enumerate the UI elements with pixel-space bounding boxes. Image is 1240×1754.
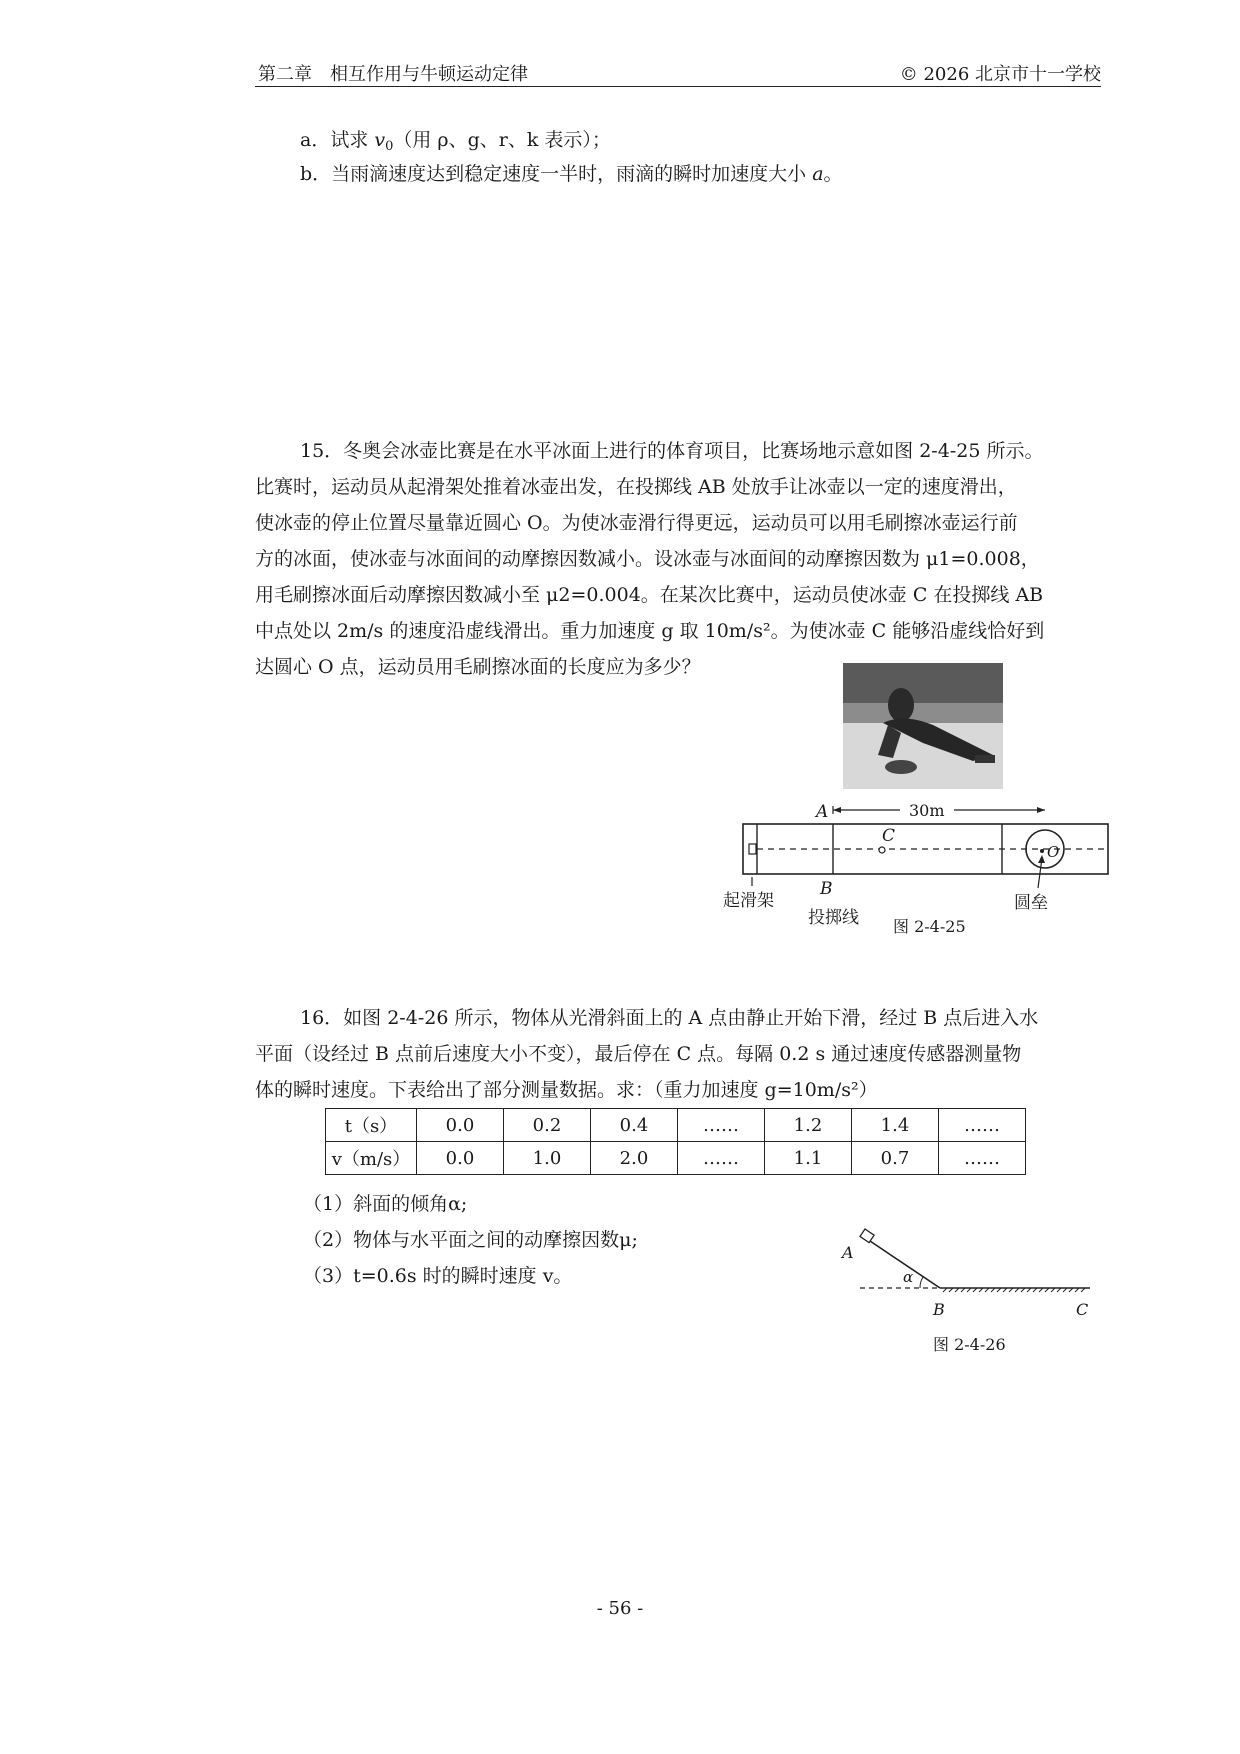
fig26-label-a: A <box>842 1243 854 1262</box>
fig25-start-label: 起滑架 <box>723 891 774 911</box>
measurement-table <box>325 1108 1026 1175</box>
curling-photo <box>843 663 1003 789</box>
table-cell: 1.0 <box>504 1142 591 1175</box>
table-cell: 0.7 <box>852 1142 939 1175</box>
table-cell: 1.2 <box>765 1109 852 1142</box>
q16-sub-3: （3）t=0.6s 时的瞬时速度 v。 <box>303 1265 573 1287</box>
q16-line-2: 平面（设经过 B 点前后速度大小不变），最后停在 C 点。每隔 0.2 s 通过速度传感器测量物 <box>255 1043 1022 1065</box>
table-cell: 0.2 <box>504 1109 591 1142</box>
chapter-title: 第二章 相互作用与牛顿运动定律 <box>258 64 528 85</box>
fig25-distance: 30m <box>909 801 945 820</box>
fig25-label-a: A <box>816 802 829 822</box>
table-row <box>326 1142 1026 1175</box>
table-cell: v（m/s） <box>326 1142 417 1175</box>
fig26-caption: 图 2-4-26 <box>933 1335 1006 1354</box>
q16-sub-1: （1）斜面的倾角α; <box>303 1193 468 1215</box>
table-cell: 1.4 <box>852 1109 939 1142</box>
fig26-label-b: B <box>933 1300 945 1319</box>
table-cell: 1.1 <box>765 1142 852 1175</box>
page-number: - 56 - <box>596 1598 644 1619</box>
table-cell: …… <box>678 1109 765 1142</box>
q16-line-3: 体的瞬时速度。下表给出了部分测量数据。求：（重力加速度 g=10m/s²） <box>255 1079 878 1101</box>
table-cell: …… <box>678 1142 765 1175</box>
q14-part-b: b．当雨滴速度达到稳定速度一半时，雨滴的瞬时加速度大小 a。 <box>300 163 843 185</box>
q15-line-1: 15．冬奥会冰壶比赛是在水平冰面上进行的体育项目，比赛场地示意如图 2-4-25 所示。 <box>300 440 1044 462</box>
q15-line-6: 中点处以 2m/s 的速度沿虚线滑出。重力加速度 g 取 10m/s²。为使冰壶 C 能够沿虚线恰好到 <box>255 620 1045 642</box>
q15-line-5: 用毛刷擦冰面后动摩擦因数减小至 μ2=0.004。在某次比赛中，运动员使冰壶 C 在投掷线 AB <box>255 584 1044 606</box>
q15-line-7: 达圆心 O 点，运动员用毛刷擦冰面的长度应为多少？ <box>255 656 701 678</box>
q15-line-3: 使冰壶的停止位置尽量靠近圆心 O。为使冰壶滑行得更远，运动员可以用毛刷擦冰壶运行前 <box>255 512 1018 534</box>
incline-diagram <box>840 1225 1100 1305</box>
q15-line-4: 方的冰面，使冰壶与冰面间的动摩擦因数减小。设冰壶与冰面间的动摩擦因数为 μ1=0.008， <box>255 548 1040 570</box>
q14-part-a: a．试求 $v_0$（用 ρ、g、r、k 表示）； <box>300 129 611 154</box>
table-cell: 0.4 <box>591 1109 678 1142</box>
table-cell: 0.0 <box>417 1109 504 1142</box>
fig26-label-c: C <box>1076 1300 1089 1319</box>
q16-line-1: 16．如图 2-4-26 所示，物体从光滑斜面上的 A 点由静止开始下滑，经过 B 点后进入水 <box>300 1007 1039 1029</box>
q15-line-2: 比赛时，运动员从起滑架处推着冰壶出发，在投掷线 AB 处放手让冰壶以一定的速度滑出， <box>255 476 1017 498</box>
table-cell: 2.0 <box>591 1142 678 1175</box>
fig25-line-label: 投掷线 <box>808 908 859 928</box>
q16-sub-2: （2）物体与水平面之间的动摩擦因数μ; <box>303 1229 638 1251</box>
copyright: © 2026 北京市十一学校 <box>899 64 1101 85</box>
fig25-label-c: C <box>882 826 896 846</box>
table-cell: …… <box>939 1142 1026 1175</box>
table-cell: …… <box>939 1109 1026 1142</box>
fig25-label-o: O <box>1047 843 1060 861</box>
fig25-caption: 图 2-4-25 <box>893 917 966 936</box>
curling-photo-image <box>843 663 1003 789</box>
table-cell: t（s） <box>326 1109 417 1142</box>
fig25-house-label: 圆垒 <box>1014 893 1048 913</box>
table-cell: 0.0 <box>417 1142 504 1175</box>
table-row <box>326 1109 1026 1142</box>
header-rule <box>255 86 1101 87</box>
fig26-label-alpha: α <box>903 1268 914 1286</box>
fig25-label-b: B <box>820 879 833 899</box>
